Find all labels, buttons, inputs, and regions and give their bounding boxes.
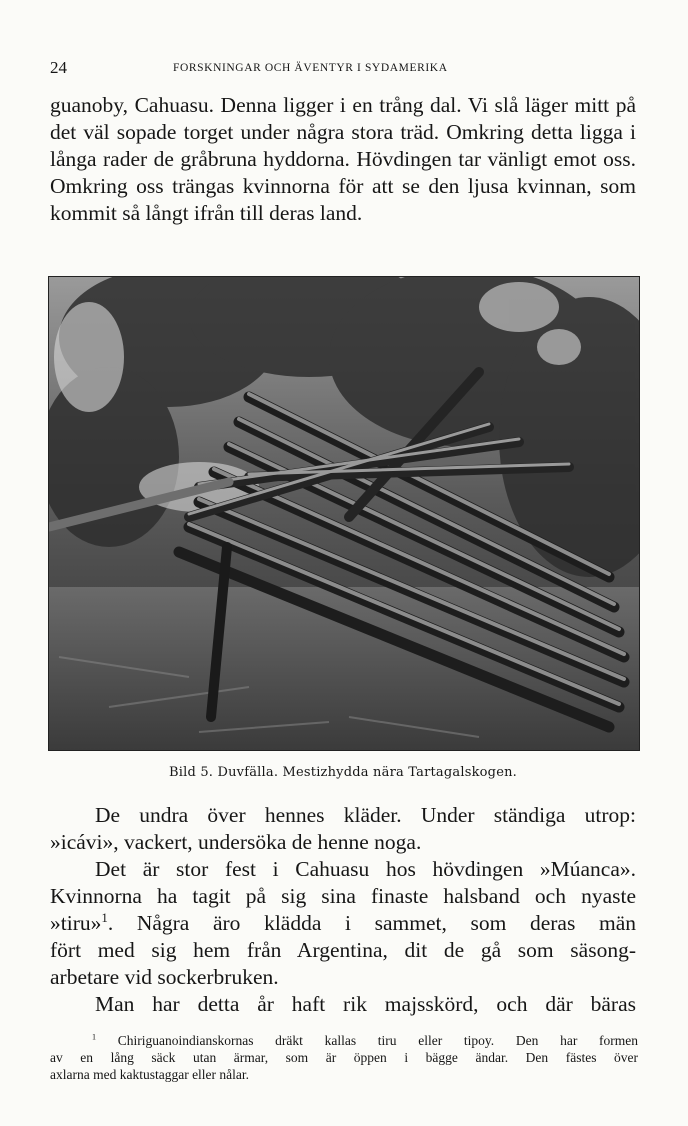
body-line: De undra över hennes kläder. Under ständiga utrop: [95,803,636,827]
photo-illustration [49,277,639,750]
page-header [50,58,640,80]
body-line: Man har detta år haft rik majsskörd, och där bäras [95,992,636,1016]
photograph-dove-trap [48,276,640,751]
footnote-text: Chiriguanoindianskornas dräkt kallas tiru eller tipoy. Den har formen [117,1033,638,1048]
body-line: Kvinnorna ha tagit på sig sina finaste halsband och nyaste [50,884,636,908]
footnote-line [50,1032,638,1049]
footnote [50,1032,638,1083]
footnote-ref: 1 [101,910,108,925]
footnote-marker: 1 [92,1032,97,1042]
body-line: Det är stor fest i Cahuasu hos hövdingen »Múanca». [95,857,636,881]
running-head: FORSKNINGAR OCH ÄVENTYR I SYDAMERIKA [173,62,448,74]
figure-caption: Bild 5. Duvfälla. Mestizhydda nära Tartagalskogen. [169,765,517,780]
body-line: »icávi», vackert, undersöka de henne noga. [50,830,422,854]
body-line-rest: . Några äro klädda i sammet, som deras män [107,911,636,935]
footnote-line: axlarna med kaktustaggar eller nålar. [50,1067,250,1082]
page-number: 24 [50,58,67,77]
body-line [50,910,636,937]
body-text [50,802,636,1018]
paragraph-intro: guanoby, Cahuasu. Denna ligger i en trång dal. Vi slå läger mitt på det väl sopade torget under några stora träd. Omkring detta ligga i långa rader de gråbruna hyddorna. Hövdingen tar vänligt emot oss. Omkring oss trängas kvinnorna för att se den ljusa kvinnan, som kommit så långt ifrån till deras land. [50,93,636,225]
body-line: arbetare vid sockerbruken. [50,965,279,989]
body-line: fört med sig hem från Argentina, dit de gå som säsong- [50,938,636,962]
footnote-line: av en lång säck utan ärmar, som är öppen i bägge ändar. Den fästes över [50,1050,638,1065]
tiru-term: »tiru» [50,911,102,935]
